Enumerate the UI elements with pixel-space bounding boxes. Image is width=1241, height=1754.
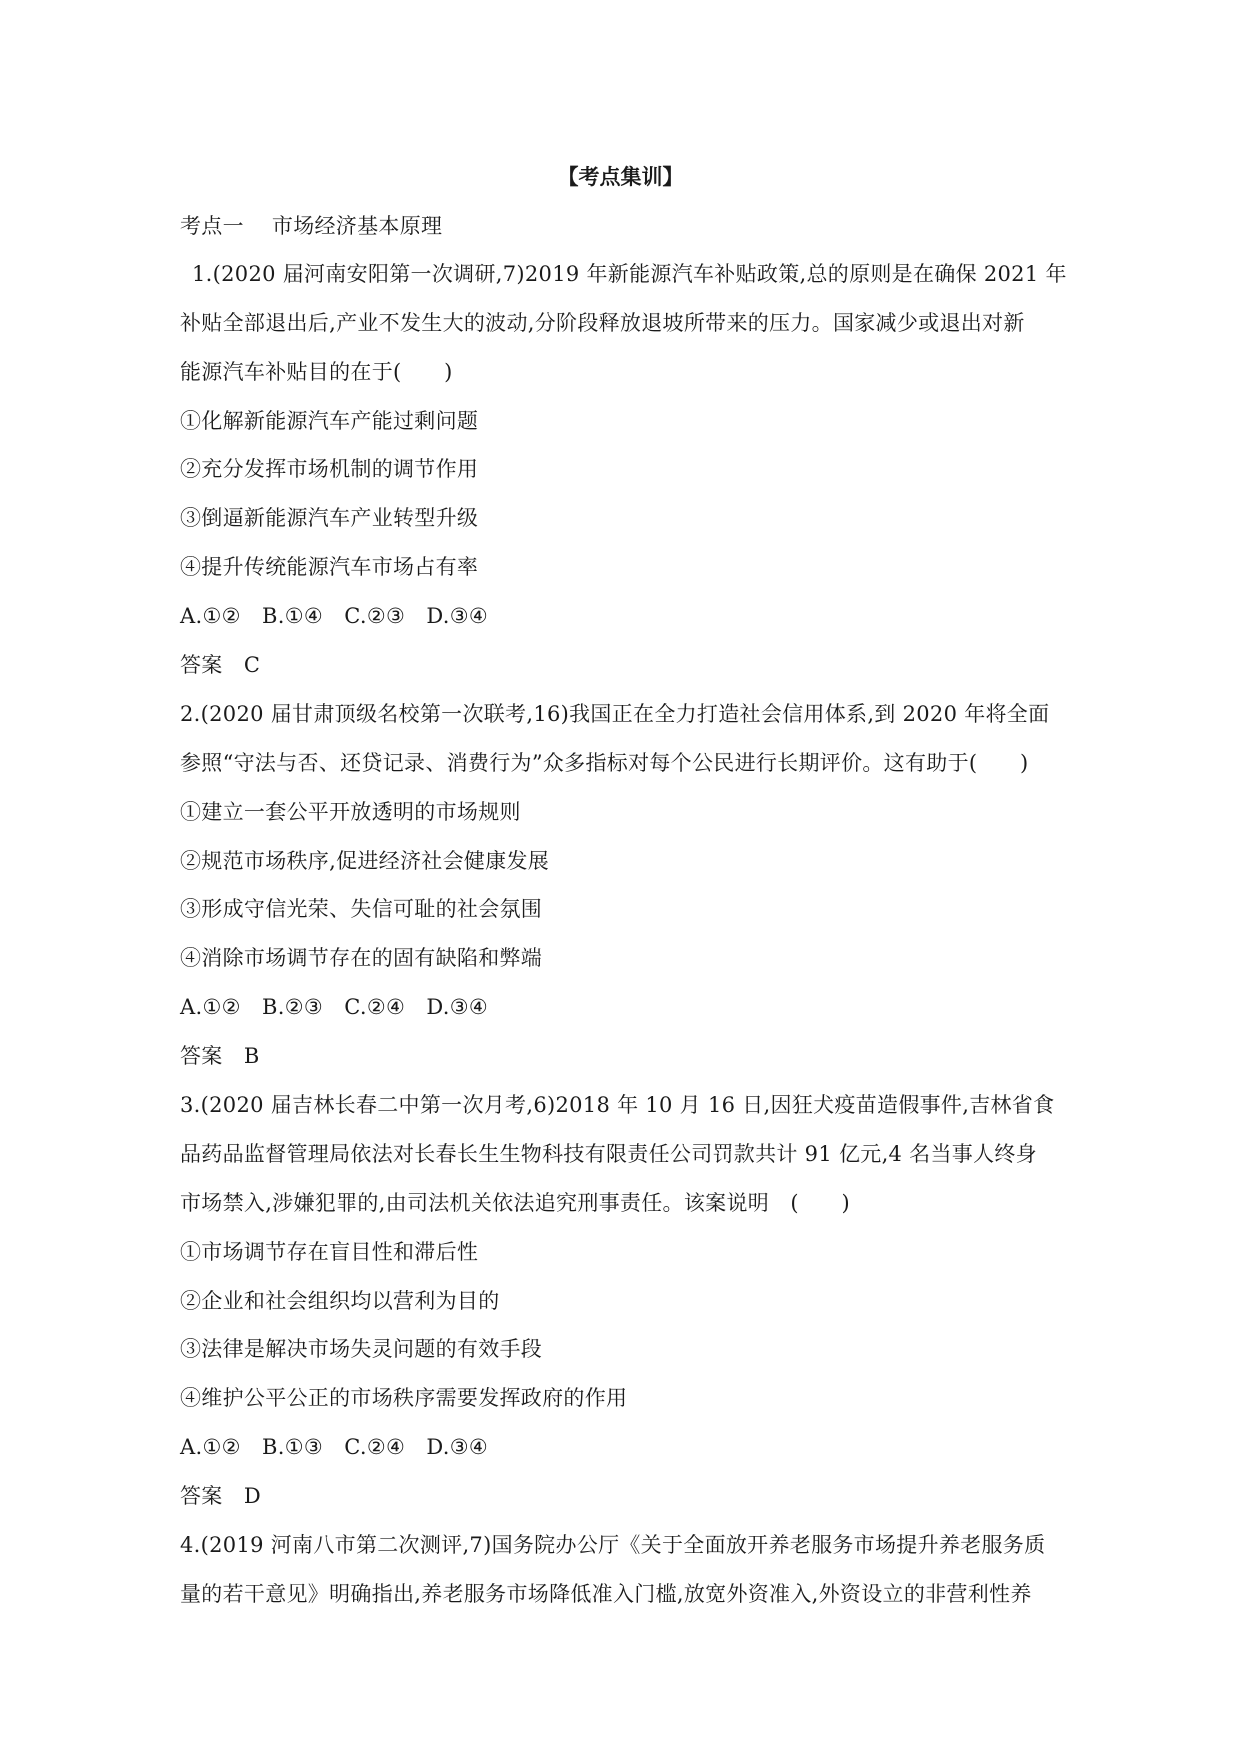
question-2-line-1: 2.(2020 届甘肃顶级名校第一次联考,16)我国正在全力打造社会信用体系,到 2020 年将全面 bbox=[180, 702, 1050, 726]
section-name: 市场经济基本原理 bbox=[271, 214, 443, 238]
question-3-option-1: ①市场调节存在盲目性和滞后性 bbox=[180, 1240, 479, 1264]
question-3-answer: 答案 D bbox=[180, 1484, 262, 1508]
section-number: 考点一 bbox=[180, 214, 244, 238]
question-1-option-4: ④提升传统能源汽车市场占有率 bbox=[180, 555, 479, 579]
section-heading bbox=[180, 212, 1070, 240]
question-3-option-3: ③法律是解决市场失灵问题的有效手段 bbox=[180, 1337, 543, 1361]
question-1-option-1: ①化解新能源汽车产能过剩问题 bbox=[180, 409, 479, 433]
question-1-option-2: ②充分发挥市场机制的调节作用 bbox=[180, 457, 479, 481]
question-3-choices: A.①② B.①③ C.②④ D.③④ bbox=[180, 1435, 489, 1459]
question-3-option-4: ④维护公平公正的市场秩序需要发挥政府的作用 bbox=[180, 1386, 628, 1410]
question-2-option-2: ②规范市场秩序,促进经济社会健康发展 bbox=[180, 849, 550, 873]
question-1-line-3: 能源汽车补贴目的在于( ) bbox=[180, 360, 453, 384]
question-2-option-1: ①建立一套公平开放透明的市场规则 bbox=[180, 800, 521, 824]
question-1-line-2: 补贴全部退出后,产业不发生大的波动,分阶段释放退坡所带来的压力。国家减少或退出对新 bbox=[180, 311, 1025, 335]
question-1-line-1: 1.(2020 届河南安阳第一次调研,7)2019 年新能源汽车补贴政策,总的原则是在确保 2021 年 bbox=[192, 262, 1067, 286]
page-title: 【考点集训】 bbox=[557, 164, 684, 189]
question-3-line-2: 品药品监督管理局依法对长春长生生物科技有限责任公司罚款共计 91 亿元,4 名当事人终身 bbox=[180, 1142, 1037, 1166]
question-4-line-1: 4.(2019 河南八市第二次测评,7)国务院办公厅《关于全面放开养老服务市场提升养老服务质 bbox=[180, 1533, 1046, 1557]
question-3-line-3: 市场禁入,涉嫌犯罪的,由司法机关依法追究刑事责任。该案说明 ( ) bbox=[180, 1191, 850, 1215]
question-3-line-1: 3.(2020 届吉林长春二中第一次月考,6)2018 年 10 月 16 日,因狂犬疫苗造假事件,吉林省食 bbox=[180, 1093, 1055, 1117]
question-2-answer: 答案 B bbox=[180, 1044, 260, 1068]
question-2-option-4: ④消除市场调节存在的固有缺陷和弊端 bbox=[180, 946, 543, 970]
question-2-choices: A.①② B.②③ C.②④ D.③④ bbox=[180, 995, 489, 1019]
question-2-option-3: ③形成守信光荣、失信可耻的社会氛围 bbox=[180, 897, 543, 921]
question-1-answer: 答案 C bbox=[180, 653, 261, 677]
question-2-line-2: 参照“守法与否、还贷记录、消费行为”众多指标对每个公民进行长期评价。这有助于( ) bbox=[180, 751, 1029, 775]
question-1-option-3: ③倒逼新能源汽车产业转型升级 bbox=[180, 506, 479, 530]
question-4-line-2: 量的若干意见》明确指出,养老服务市场降低准入门槛,放宽外资准入,外资设立的非营利性养 bbox=[180, 1582, 1032, 1606]
question-1-choices: A.①② B.①④ C.②③ D.③④ bbox=[180, 604, 489, 628]
question-3-option-2: ②企业和社会组织均以营利为目的 bbox=[180, 1289, 500, 1313]
